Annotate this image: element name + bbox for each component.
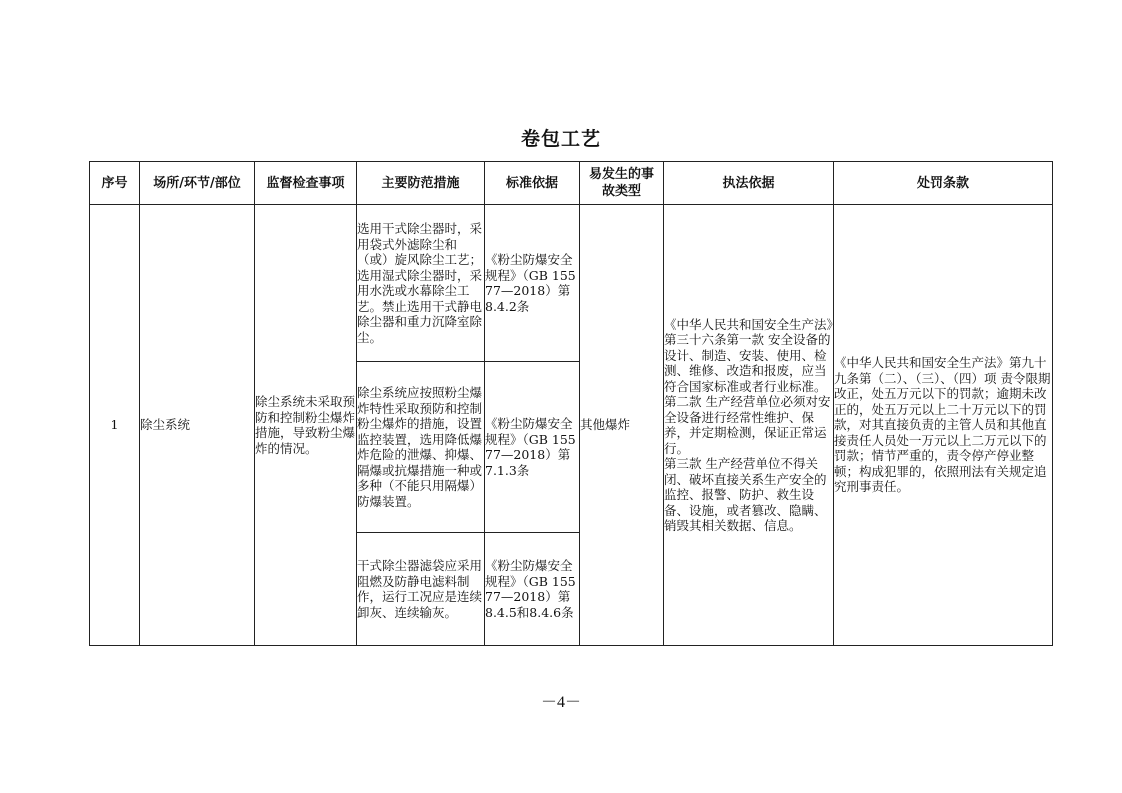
header-measures: 主要防范措施 — [357, 162, 485, 205]
header-penalty: 处罚条款 — [834, 162, 1053, 205]
header-law-basis: 执法依据 — [664, 162, 834, 205]
cell-law-basis: 《中华人民共和国安全生产法》第三十六条第一款 安全设备的设计、制造、安装、使用、检测、维修、改造和报废，应当符合国家标准或者行业标准。 第二款 生产经营单位必须对安全设备进行经常性维护、保养，并定期检测，保证正常运行。 第三款 生产经营单位不得关闭、破坏直接关系生产安全的监控、报警、防护、救生设备、设施，或者篡改、隐瞒、销毁其相关数据、信息。 — [664, 205, 834, 646]
header-location: 场所/环节/部位 — [140, 162, 255, 205]
header-accident-line1: 易发生的事 — [588, 167, 654, 182]
cell-penalty: 《中华人民共和国安全生产法》第九十九条第（二）、（三）、（四）项 责令限期改正，处五万元以下的罚款；逾期未改正的，处五万元以上二十万元以下的罚款，对其直接负责的主管人员和其他直接责任人员处一万元以上二万元以下的罚款；情节严重的，责令停产停业整顿；构成犯罪的，依照刑法有关规定追究刑事责任。 — [834, 205, 1053, 646]
cell-measure-2: 除尘系统应按照粉尘爆炸特性采取预防和控制粉尘爆炸的措施，设置监控装置，选用降低爆炸危险的泄爆、抑爆、隔爆或抗爆措施一种或多种（不能只用隔爆）防爆装置。 — [357, 362, 485, 533]
cell-measure-1: 选用干式除尘器时，采用袋式外滤除尘和（或）旋风除尘工艺；选用湿式除尘器时，采用水洗或水幕除尘工艺。禁止选用干式静电除尘器和重力沉降室除尘。 — [357, 205, 485, 362]
header-inspection: 监督检查事项 — [255, 162, 357, 205]
page-title: 卷包工艺 — [520, 128, 601, 150]
inspection-table — [89, 161, 1053, 646]
header-accident-type — [580, 162, 664, 205]
cell-standard-3: 《粉尘防爆安全规程》（GB 15577—2018）第8.4.5和8.4.6条 — [485, 533, 580, 646]
header-accident-line2: 故类型 — [601, 184, 641, 199]
cell-inspection: 除尘系统未采取预防和控制粉尘爆炸措施，导致粉尘爆炸的情况。 — [255, 205, 357, 646]
cell-standard-1: 《粉尘防爆安全规程》（GB 15577—2018）第8.4.2条 — [485, 205, 580, 362]
cell-accident-type: 其他爆炸 — [580, 205, 664, 646]
cell-measure-3: 干式除尘器滤袋应采用阻燃及防静电滤料制作，运行工况应是连续卸灰、连续输灰。 — [357, 533, 485, 646]
page-number: －4－ — [540, 694, 581, 711]
header-seq: 序号 — [90, 162, 140, 205]
table-header-row — [90, 162, 1053, 205]
cell-location: 除尘系统 — [140, 205, 255, 646]
cell-seq: 1 — [90, 205, 140, 646]
cell-standard-2: 《粉尘防爆安全规程》（GB 15577—2018）第7.1.3条 — [485, 362, 580, 533]
header-standard: 标准依据 — [485, 162, 580, 205]
table-row — [90, 205, 1053, 362]
